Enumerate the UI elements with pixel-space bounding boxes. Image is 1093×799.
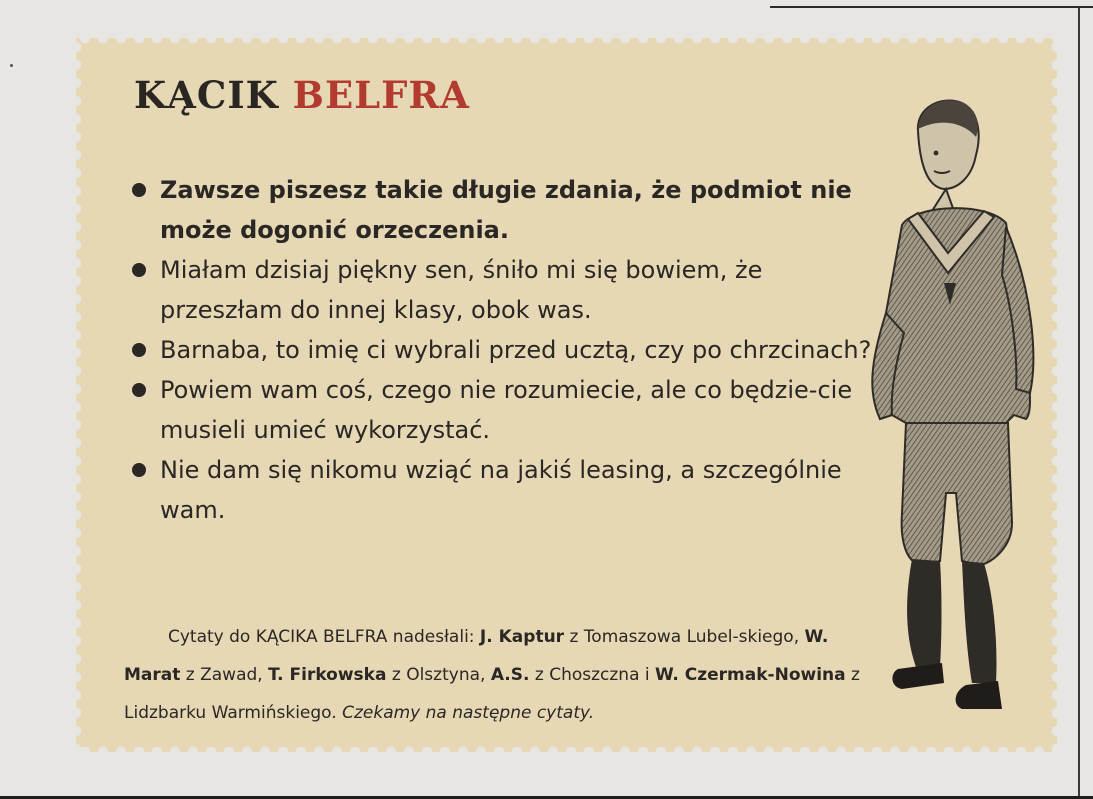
print-speck: [10, 64, 13, 67]
sender-place: z Zawad,: [185, 665, 263, 685]
sender-name: T. Firkowska: [268, 665, 387, 685]
sender-name: W. Czermak-Nowina: [655, 665, 846, 685]
quote-item: [132, 330, 872, 370]
title-word-2: BELFRA: [292, 73, 470, 117]
page-rule-right: [1078, 8, 1080, 799]
sender-name: W. Marat: [124, 627, 829, 685]
sender-name: J. Kaptur: [479, 627, 565, 647]
bullet-dot: [132, 250, 160, 290]
bullet-dot: [132, 170, 160, 210]
quote-text: Miałam dzisiaj piękny sen, śniło mi się bowiem, że przeszłam do innej klasy, obok was.: [160, 256, 763, 324]
page-rule-top: [770, 6, 1093, 8]
column-title: [134, 72, 470, 118]
quote-text: Powiem wam coś, czego nie rozumiecie, ale co będzie-cie musieli umieć wykorzystać.: [160, 376, 853, 444]
quote-item: [132, 170, 872, 250]
sender-place: z Choszczna i: [534, 665, 650, 685]
quote-text: Nie dam się nikomu wziąć na jakiś leasing, a szczególnie wam.: [160, 456, 842, 524]
credits-intro: Cytaty do KĄCIKA BELFRA nadesłali:: [168, 627, 475, 647]
sender-name: A.S.: [490, 665, 530, 685]
sender-place: z Tomaszowa Lubel-skiego,: [569, 627, 800, 647]
title-word-1: KĄCIK: [134, 73, 279, 117]
quote-item: [132, 450, 872, 530]
sender-place: z Olsztyna,: [391, 665, 486, 685]
bullet-dot: [132, 370, 160, 410]
perforated-edge-bottom: [76, 742, 1057, 752]
quote-list: [132, 170, 872, 530]
quote-text: Barnaba, to imię ci wybrali przed ucztą, czy po chrzcinach?: [160, 336, 872, 364]
quote-item: [132, 370, 872, 450]
stamp-card: [76, 38, 1057, 752]
perforated-edge-top: [76, 38, 1057, 48]
quote-text: Zawsze piszesz takie długie zdania, że podmiot nie może dogonić orzeczenia.: [160, 176, 852, 244]
credits-paragraph: [124, 618, 884, 732]
boy-illustration: [846, 93, 1056, 713]
bullet-dot: [132, 450, 160, 490]
credits-closing: Czekamy na następne cytaty.: [342, 703, 595, 723]
quote-item: [132, 250, 872, 330]
sender-place: z Lidzbarku Warmińskiego.: [124, 665, 860, 723]
perforated-edge-left: [76, 38, 86, 752]
bullet-dot: [132, 330, 160, 370]
